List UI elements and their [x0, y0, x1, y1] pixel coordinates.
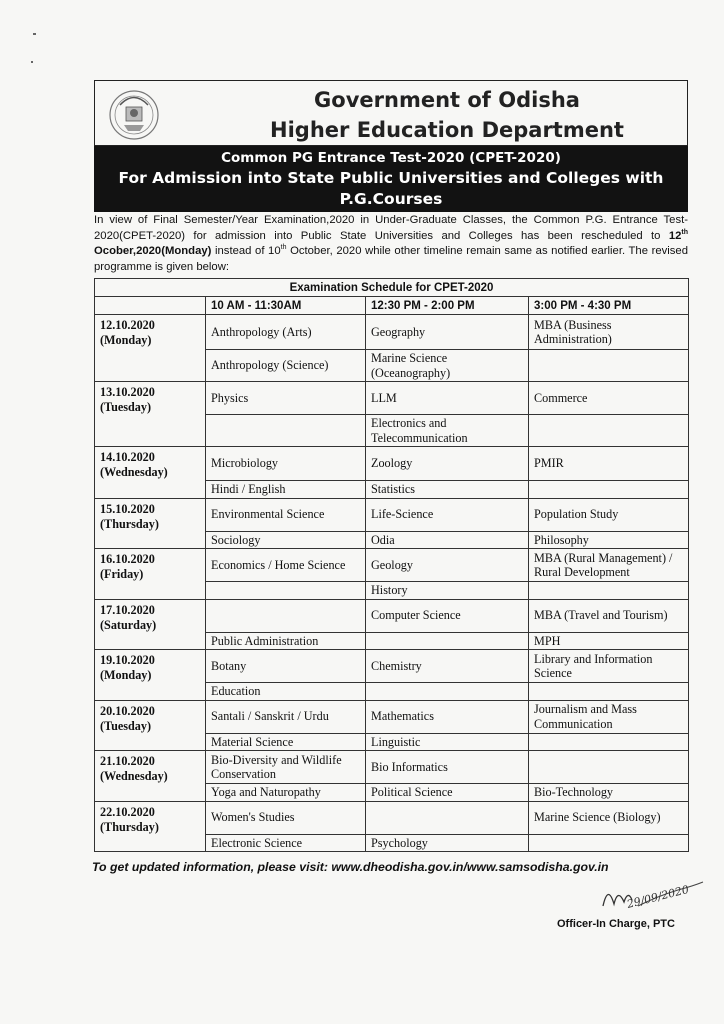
subject-cell: [366, 683, 529, 701]
exam-date: 16.10.2020: [100, 552, 155, 566]
exam-day: (Saturday): [100, 617, 157, 632]
subject-cell: Statistics: [366, 481, 529, 499]
schedule-row: [95, 751, 689, 784]
subject-cell: Linguistic: [366, 733, 529, 751]
subject-cell: PMIR: [529, 447, 689, 481]
subject-cell: Commerce: [529, 382, 689, 415]
exam-date-cell: [95, 498, 206, 549]
signatory-designation: Officer-In Charge, PTC: [557, 918, 675, 930]
new-date-day: 12: [668, 229, 682, 242]
intro-text-b: instead of 10: [211, 245, 281, 258]
subject-cell: History: [366, 582, 529, 600]
schedule-row: [95, 700, 689, 733]
exam-date: 22.10.2020: [100, 804, 155, 819]
subject-cell: Odia: [366, 531, 529, 549]
exam-day: (Thursday): [100, 516, 159, 531]
schedule-row: [95, 801, 689, 834]
intro-text-c: October, 2020 while other timeline remain same as notified earlier. The revised programme is given below:: [94, 245, 688, 273]
subject-cell: [529, 683, 689, 701]
schedule-row: [95, 447, 689, 481]
subject-cell: [529, 350, 689, 382]
subject-cell: [529, 733, 689, 751]
exam-day: (Wednesday): [100, 769, 168, 783]
schedule-body: [95, 315, 689, 852]
subject-cell: Botany: [206, 650, 366, 683]
exam-date: 14.10.2020: [100, 450, 155, 464]
subject-cell: [529, 582, 689, 600]
handwritten-signature: [598, 876, 708, 916]
odisha-emblem-icon: [105, 85, 163, 143]
schedule-row: [95, 498, 689, 531]
subject-cell: Santali / Sanskrit / Urdu: [206, 700, 366, 733]
exam-date-cell: [95, 315, 206, 382]
exam-schedule-table: [94, 278, 689, 852]
exam-day: (Monday): [100, 668, 152, 682]
subject-cell: Marine Science (Oceanography): [366, 350, 529, 382]
exam-day: (Friday): [100, 567, 144, 581]
subject-cell: MBA (Rural Management) / Rural Development: [529, 549, 689, 582]
slot-header-morning: 10 AM - 11:30AM: [206, 297, 366, 315]
exam-date: 15.10.2020: [100, 501, 155, 516]
exam-date: 12.10.2020: [100, 318, 155, 332]
subject-cell: [529, 834, 689, 852]
exam-day: (Wednesday): [100, 465, 168, 479]
subject-cell: Marine Science (Biology): [529, 801, 689, 834]
subject-cell: Geography: [366, 315, 529, 350]
banner-line3: P.G.Courses: [339, 190, 443, 208]
schedule-row: [95, 315, 689, 350]
subject-cell: Geology: [366, 549, 529, 582]
scan-speck: [31, 61, 33, 63]
schedule-row: [95, 549, 689, 582]
subject-cell: Chemistry: [366, 650, 529, 683]
old-date-suffix: th: [280, 244, 287, 252]
subject-cell: Education: [206, 683, 366, 701]
slot-header-afternoon: 3:00 PM - 4:30 PM: [529, 297, 689, 315]
subject-cell: Sociology: [206, 531, 366, 549]
subject-cell: MPH: [529, 632, 689, 650]
exam-date: 21.10.2020: [100, 754, 155, 768]
exam-banner: [94, 146, 688, 212]
letterhead: [94, 80, 688, 146]
subject-cell: Political Science: [366, 784, 529, 802]
subject-cell: Bio-Technology: [529, 784, 689, 802]
signature-date: 29/09/2020: [625, 882, 691, 911]
subject-cell: Physics: [206, 382, 366, 415]
subject-cell: Anthropology (Science): [206, 350, 366, 382]
subject-cell: [529, 481, 689, 499]
new-date-rest: Ocober,2020(Monday): [94, 245, 212, 258]
subject-cell: Computer Science: [366, 599, 529, 632]
subject-cell: [206, 415, 366, 447]
exam-date-cell: [95, 801, 206, 852]
subject-cell: Bio-Diversity and Wildlife Conservation: [206, 751, 366, 784]
subject-cell: [206, 599, 366, 632]
exam-date: 20.10.2020: [100, 703, 155, 718]
subject-cell: MBA (Business Administration): [529, 315, 689, 350]
exam-date: 17.10.2020: [100, 602, 155, 617]
subject-cell: [366, 632, 529, 650]
subject-cell: Hindi / English: [206, 481, 366, 499]
exam-day: (Monday): [100, 333, 152, 347]
subject-cell: Public Administration: [206, 632, 366, 650]
schedule-row: [95, 382, 689, 415]
subject-cell: Electronic Science: [206, 834, 366, 852]
slot-header-midday: 12:30 PM - 2:00 PM: [366, 297, 529, 315]
banner-line1: Common PG Entrance Test-2020 (CPET-2020): [221, 150, 561, 166]
subject-cell: Zoology: [366, 447, 529, 481]
schedule-caption: Examination Schedule for CPET-2020: [95, 279, 689, 297]
letterhead-title-line1: Government of Odisha: [314, 88, 580, 112]
subject-cell: MBA (Travel and Tourism): [529, 599, 689, 632]
exam-date-cell: [95, 447, 206, 499]
subject-cell: [529, 751, 689, 784]
exam-date: 19.10.2020: [100, 653, 155, 667]
subject-cell: Environmental Science: [206, 498, 366, 531]
subject-cell: Material Science: [206, 733, 366, 751]
exam-day: (Tuesday): [100, 400, 152, 414]
subject-cell: Life-Science: [366, 498, 529, 531]
subject-cell: Economics / Home Science: [206, 549, 366, 582]
subject-cell: Population Study: [529, 498, 689, 531]
exam-day: (Tuesday): [100, 718, 152, 733]
exam-date-cell: [95, 650, 206, 701]
banner-line2: For Admission into State Public Universities and Colleges with: [118, 169, 664, 187]
intro-paragraph: [94, 213, 688, 275]
subject-cell: Philosophy: [529, 531, 689, 549]
exam-date-cell: [95, 700, 206, 751]
subject-cell: Women's Studies: [206, 801, 366, 834]
intro-text-a: In view of Final Semester/Year Examination,2020 in Under-Graduate Classes, the Common P.G. Entrance Test-2020(CPET-2020) for admission into Public State Universities and Colleges has been rescheduled to: [94, 214, 688, 242]
schedule-row: [95, 650, 689, 683]
subject-cell: Electronics and Telecommunication: [366, 415, 529, 447]
exam-day: (Thursday): [100, 819, 159, 834]
exam-date: 13.10.2020: [100, 385, 155, 399]
subject-cell: Journalism and Mass Communication: [529, 700, 689, 733]
letterhead-title-line2: Higher Education Department: [270, 118, 624, 142]
exam-date-cell: [95, 549, 206, 600]
subject-cell: Library and Information Science: [529, 650, 689, 683]
exam-date-cell: [95, 599, 206, 650]
subject-cell: [366, 801, 529, 834]
footer-info-link-text: To get updated information, please visit: www.dheodisha.gov.in/www.samsodisha.gov.in: [92, 860, 609, 874]
exam-date-cell: [95, 751, 206, 802]
exam-date-cell: [95, 382, 206, 447]
subject-cell: Psychology: [366, 834, 529, 852]
date-column-header: [95, 297, 206, 315]
subject-cell: Anthropology (Arts): [206, 315, 366, 350]
scan-speck: [33, 33, 36, 35]
subject-cell: [206, 582, 366, 600]
subject-cell: [529, 415, 689, 447]
new-date-suffix: th: [681, 228, 688, 236]
subject-cell: LLM: [366, 382, 529, 415]
subject-cell: Mathematics: [366, 700, 529, 733]
schedule-row: [95, 599, 689, 632]
subject-cell: Microbiology: [206, 447, 366, 481]
subject-cell: Yoga and Naturopathy: [206, 784, 366, 802]
subject-cell: Bio Informatics: [366, 751, 529, 784]
